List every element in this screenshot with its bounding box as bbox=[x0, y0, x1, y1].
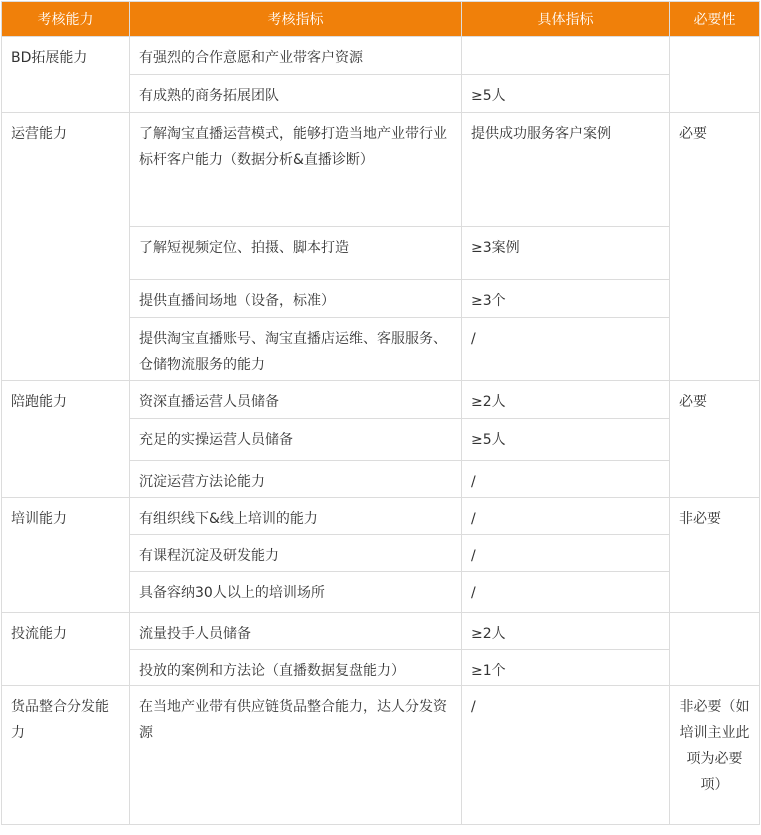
assessment-table bbox=[1, 1, 760, 825]
header-necessity: 必要性 bbox=[670, 2, 760, 37]
spec-cell: ≥1个 bbox=[462, 650, 670, 686]
ability-cell-traffic: 投流能力 bbox=[2, 613, 130, 686]
ability-cell-goods: 货品整合分发能力 bbox=[2, 686, 130, 825]
indicator-cell: 有成熟的商务拓展团队 bbox=[130, 75, 462, 113]
table-row bbox=[2, 37, 760, 75]
header-indicator: 考核指标 bbox=[130, 2, 462, 37]
ability-cell-training: 培训能力 bbox=[2, 498, 130, 613]
spec-cell bbox=[462, 37, 670, 75]
spec-cell: ≥3案例 bbox=[462, 227, 670, 280]
indicator-cell: 充足的实操运营人员储备 bbox=[130, 419, 462, 461]
indicator-cell: 了解短视频定位、拍摄、脚本打造 bbox=[130, 227, 462, 280]
necessity-cell-ops: 必要 bbox=[670, 113, 760, 381]
spec-cell: / bbox=[462, 498, 670, 535]
header-spec: 具体指标 bbox=[462, 2, 670, 37]
table-row bbox=[2, 498, 760, 535]
table-row bbox=[2, 686, 760, 825]
necessity-cell-bd bbox=[670, 37, 760, 113]
spec-cell: / bbox=[462, 318, 670, 381]
ability-cell-companion: 陪跑能力 bbox=[2, 381, 130, 498]
table-row bbox=[2, 613, 760, 650]
necessity-cell-traffic bbox=[670, 613, 760, 686]
necessity-cell-training: 非必要 bbox=[670, 498, 760, 613]
indicator-cell: 流量投手人员储备 bbox=[130, 613, 462, 650]
indicator-cell: 投放的案例和方法论（直播数据复盘能力） bbox=[130, 650, 462, 686]
spec-cell: / bbox=[462, 686, 670, 825]
table-row bbox=[2, 113, 760, 227]
indicator-cell: 提供直播间场地（设备，标准） bbox=[130, 280, 462, 318]
table-row bbox=[2, 381, 760, 419]
spec-cell: / bbox=[462, 535, 670, 572]
spec-cell: / bbox=[462, 572, 670, 613]
necessity-cell-companion: 必要 bbox=[670, 381, 760, 498]
spec-cell: ≥2人 bbox=[462, 381, 670, 419]
indicator-cell: 沉淀运营方法论能力 bbox=[130, 461, 462, 498]
spec-cell: ≥5人 bbox=[462, 419, 670, 461]
indicator-cell: 具备容纳30人以上的培训场所 bbox=[130, 572, 462, 613]
indicator-cell: 资深直播运营人员储备 bbox=[130, 381, 462, 419]
header-ability: 考核能力 bbox=[2, 2, 130, 37]
ability-cell-ops: 运营能力 bbox=[2, 113, 130, 381]
indicator-cell: 有强烈的合作意愿和产业带客户资源 bbox=[130, 37, 462, 75]
spec-cell: 提供成功服务客户案例 bbox=[462, 113, 670, 227]
indicator-cell: 提供淘宝直播账号、淘宝直播店运维、客服服务、仓储物流服务的能力 bbox=[130, 318, 462, 381]
spec-cell: ≥5人 bbox=[462, 75, 670, 113]
indicator-cell: 在当地产业带有供应链货品整合能力，达人分发资源 bbox=[130, 686, 462, 825]
indicator-cell: 有课程沉淀及研发能力 bbox=[130, 535, 462, 572]
spec-cell: ≥2人 bbox=[462, 613, 670, 650]
indicator-cell: 了解淘宝直播运营模式，能够打造当地产业带行业标杆客户能力（数据分析&直播诊断） bbox=[130, 113, 462, 227]
spec-cell: / bbox=[462, 461, 670, 498]
indicator-cell: 有组织线下&线上培训的能力 bbox=[130, 498, 462, 535]
necessity-cell-goods: 非必要（如培训主业此项为必要项） bbox=[670, 686, 760, 825]
table-header-row bbox=[2, 2, 760, 37]
spec-cell: ≥3个 bbox=[462, 280, 670, 318]
ability-cell-bd: BD拓展能力 bbox=[2, 37, 130, 113]
